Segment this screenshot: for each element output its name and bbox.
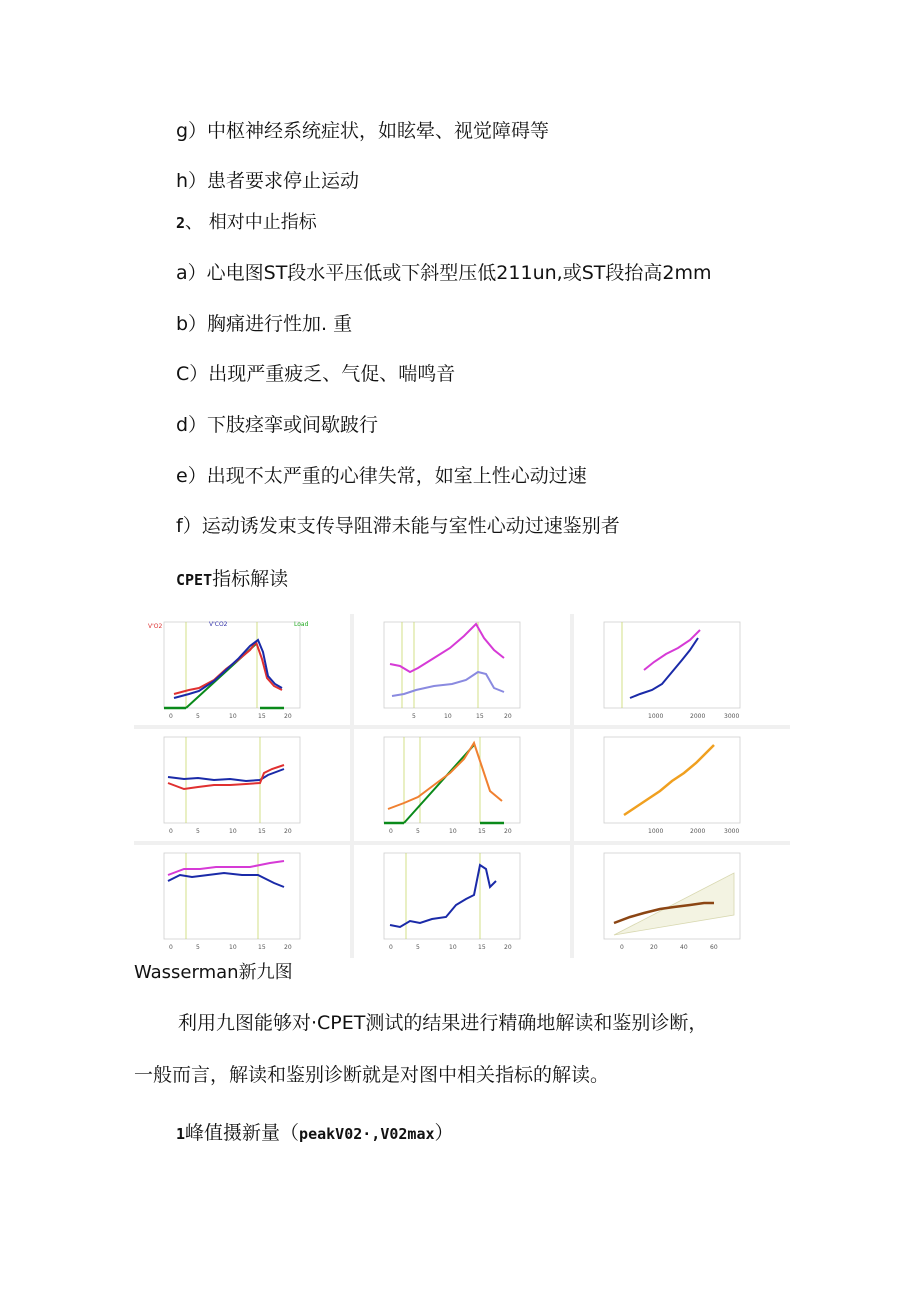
- list-item-c: C）出现严重疲乏、气促、喘鸣音: [176, 363, 456, 385]
- panel-7-tick: 15: [258, 944, 266, 951]
- list-item-d: d）下肢痉挛或间歇跛行: [176, 414, 379, 436]
- panel-8-plot: [354, 845, 570, 958]
- svg-text:V'O2: V'O2: [148, 623, 163, 630]
- panel-5-plot: [354, 729, 570, 841]
- panel-6-tick: 1000: [648, 828, 664, 835]
- panel-2-plot: [354, 614, 570, 725]
- panel-3-plot: [574, 614, 790, 725]
- section-number: 2: [176, 214, 186, 232]
- panel-8-tick: 15: [478, 944, 486, 951]
- heading-close: ）: [434, 1122, 454, 1144]
- panel-7-plot: [134, 845, 350, 958]
- panel-4-tick: 15: [258, 828, 266, 835]
- heading-abbr: peakV02·,V02max: [299, 1125, 435, 1143]
- panel-1-plot: [134, 614, 350, 725]
- panel-2-tick: 5: [412, 713, 416, 720]
- panel-5-tick: 5: [416, 828, 420, 835]
- panel-8-tick: 10: [449, 944, 457, 951]
- panel-8-tick: 20: [504, 944, 512, 951]
- panel-7-tick: 10: [229, 944, 237, 951]
- cpet-heading: [176, 570, 288, 589]
- list-item-g: g）中枢神经系统症状，如眩晕、视觉障碍等: [176, 120, 550, 142]
- panel-5: [354, 729, 570, 841]
- panel-4-tick: 0: [169, 828, 173, 835]
- panel-2-tick: 15: [476, 713, 484, 720]
- panel-2: [354, 614, 570, 725]
- list-item-f: f）运动诱发束支传导阻滞未能与室性心动过速鉴别者: [176, 515, 620, 537]
- cpet-title: 指标解读: [212, 568, 289, 590]
- panel-1-tick: 10: [229, 713, 237, 720]
- list-item-a: a）心电图ST段水平压低或下斜型压低211un,或ST段抬高2mm: [176, 262, 712, 284]
- panel-8-tick: 5: [416, 944, 420, 951]
- panel-5-tick: 20: [504, 828, 512, 835]
- panel-5-tick: 10: [449, 828, 457, 835]
- panel-4-plot: [134, 729, 350, 841]
- panel-1-tick: 5: [196, 713, 200, 720]
- panel-5-tick: 0: [389, 828, 393, 835]
- panel-8-tick: 0: [389, 944, 393, 951]
- panel-6-tick: 3000: [724, 828, 740, 835]
- nine-panel-figure: [134, 614, 790, 958]
- panel-6-plot: [574, 729, 790, 841]
- panel-2-tick: 10: [444, 713, 452, 720]
- panel-4-tick: 5: [196, 828, 200, 835]
- panel-1-tick: 20: [284, 713, 292, 720]
- list-item-e: e）出现不太严重的心律失常，如室上性心动过速: [176, 465, 587, 487]
- panel-4: [134, 729, 350, 841]
- panel-6: [574, 729, 790, 841]
- panel-1-tick: 15: [258, 713, 266, 720]
- panel-9-tick: 0: [620, 944, 624, 951]
- svg-text:V'CO2: V'CO2: [209, 621, 228, 628]
- panel-9-tick: 60: [710, 944, 718, 951]
- panel-8: [354, 845, 570, 958]
- panel-3: [574, 614, 790, 725]
- svg-text:Load: Load: [294, 621, 309, 628]
- section-separator: 、: [185, 212, 204, 233]
- section-heading-relative-stop: [176, 214, 317, 232]
- panel-5-tick: 15: [478, 828, 486, 835]
- panel-4-tick: 10: [229, 828, 237, 835]
- panel-9-tick: 20: [650, 944, 658, 951]
- heading-text: 峰值摄新量（: [185, 1122, 300, 1144]
- paragraph-line-2: 一般而言，解读和鉴别诊断就是对图中相关指标的解读。: [134, 1064, 610, 1086]
- panel-9-plot: [574, 845, 790, 958]
- panel-7-tick: 5: [196, 944, 200, 951]
- panel-7-tick: 0: [169, 944, 173, 951]
- paragraph-line-1: 利用九图能够对·CPET测试的结果进行精确地解读和鉴别诊断，: [178, 1012, 708, 1034]
- list-item-b: b）胸痛进行性加. 重: [176, 313, 353, 335]
- panel-7-tick: 20: [284, 944, 292, 951]
- panel-7: [134, 845, 350, 958]
- heading-peak-vo2: [176, 1124, 454, 1143]
- panel-4-tick: 20: [284, 828, 292, 835]
- panel-6-tick: 2000: [690, 828, 706, 835]
- panel-3-tick: 3000: [724, 713, 740, 720]
- figure-caption: Wasserman新九图: [134, 962, 293, 983]
- panel-3-tick: 1000: [648, 713, 664, 720]
- cpet-abbr: CPET: [176, 571, 213, 589]
- panel-1-tick: 0: [169, 713, 173, 720]
- panel-3-tick: 2000: [690, 713, 706, 720]
- panel-9: [574, 845, 790, 958]
- panel-9-tick: 40: [680, 944, 688, 951]
- section-title: 相对中止指标: [208, 212, 317, 233]
- panel-1: [134, 614, 350, 725]
- panel-2-tick: 20: [504, 713, 512, 720]
- list-item-h: h）患者要求停止运动: [176, 170, 360, 192]
- heading-number: 1: [176, 1125, 186, 1143]
